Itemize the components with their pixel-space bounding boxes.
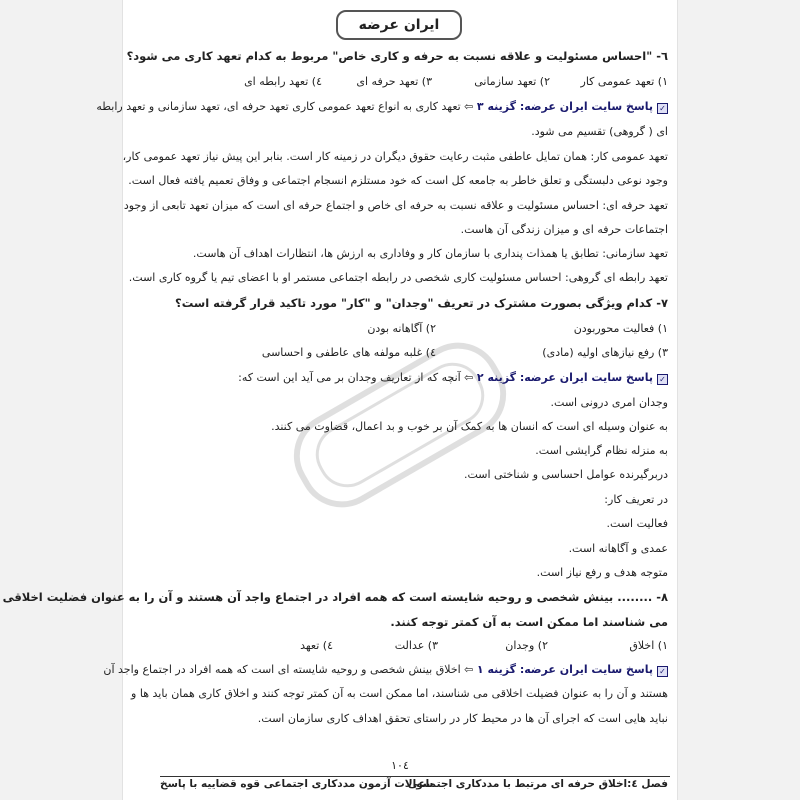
page-number: ١٠٤	[391, 759, 409, 772]
q8-option-3[interactable]: ٣) عدالت	[394, 639, 438, 652]
q7-option-2[interactable]: ٢) آگاهانه بودن	[367, 322, 436, 335]
q7-answer-label: پاسخ سایت ایران عرضه: گزینه ٢	[476, 371, 653, 384]
footer-divider	[160, 776, 670, 777]
question-8-options	[38, 638, 668, 654]
q8-answer-text: ⇦ اخلاق بینش شخصی و روحیه شایسته ای است که همه افراد در اجتماع واجد آن	[103, 663, 474, 676]
q6-line: تعهد عمومی کار: همان تمایل عاطفی مثبت رعایت حقوق دیگران در زمینه کار است. بنابر این پیش نیاز تعهد عمومی کار،	[122, 150, 668, 163]
question-7-text: ٧- کدام ویژگی بصورت مشترک در تعریف "وجدان" و "کار" مورد تاکید قرار گرفته است؟	[175, 296, 668, 310]
q6-line: وجود نوعی دلبستگی و تعلق خاطر به جامعه کل است که خود مستلزم انسجام اجتماعی و وفاق تعمیم یافته فعال است.	[128, 174, 668, 187]
q7-answer-text: ⇦ آنچه که از تعاریف وجدان بر می آید این است که:	[238, 371, 474, 384]
q7-line: متوجه هدف و رفع نیاز است.	[536, 566, 668, 579]
q6-answer-text: ⇦ تعهد کاری به انواع تعهد عمومی کاری تعهد حرفه ای، تعهد سازمانی و تعهد رابطه	[96, 100, 474, 113]
question-7-options-row-1	[38, 321, 668, 337]
checkbox-icon: ✓	[657, 103, 668, 114]
q8-answer-label: پاسخ سایت ایران عرضه: گزینه ١	[476, 663, 653, 676]
q7-line: عمدی و آگاهانه است.	[568, 542, 668, 555]
logo-text: ایران عرضه	[358, 17, 440, 33]
footer-book-title: سوالات آزمون مددکاری اجتماعی قوه قضاییه با پاسخ	[160, 778, 434, 790]
q6-option-2[interactable]: ٢) تعهد سازمانی	[474, 75, 550, 88]
q8-option-2[interactable]: ٢) وجدان	[505, 639, 548, 652]
q7-option-3[interactable]: ٣) رفع نیازهای اولیه (مادی)	[542, 346, 668, 359]
q6-option-4[interactable]: ٤) تعهد رابطه ای	[244, 75, 322, 88]
q8-line: هستند و آن را به عنوان فضیلت اخلاقی می شناسند، اما ممکن است به آن کمتر توجه کنند و اخلاق کاری همان باید ها و	[131, 687, 668, 700]
q7-option-1[interactable]: ١) فعالیت محوربودن	[573, 322, 668, 335]
question-7-options-row-2	[38, 345, 668, 361]
q7-option-4[interactable]: ٤) غلبه مولفه های عاطفی و احساسی	[261, 346, 436, 359]
question-6-text: ٦- "احساس مسئولیت و علاقه نسبت به حرفه و کاری خاص" مربوط به کدام تعهد کاری می شود؟	[126, 49, 668, 63]
q6-answer-line	[38, 99, 668, 115]
q7-line: به منزله نظام گرایشی است.	[535, 444, 668, 457]
question-6-options	[38, 74, 668, 90]
q6-line: ای ( گروهی) تقسیم می شود.	[531, 125, 668, 138]
q6-line: اجتماعات حرفه ای و میزان زندگی آن هاست.	[460, 223, 668, 236]
q6-line: تعهد رابطه ای گروهی: احساس مسئولیت کاری شخصی در رابطه اجتماعی مستمر او با اعضای تیم یا گروه کاری است.	[128, 271, 668, 284]
q7-line: در تعریف کار:	[604, 493, 668, 506]
site-logo	[336, 10, 462, 40]
q6-answer-label: پاسخ سایت ایران عرضه: گزینه ٣	[476, 100, 653, 113]
q7-answer-line	[38, 370, 668, 386]
checkbox-icon: ✓	[657, 666, 668, 677]
footer-chapter: فصل ٤:اخلاق حرفه ای مرتبط با مددکاری اجتماعی	[407, 778, 668, 790]
q6-option-1[interactable]: ١) تعهد عمومی کار	[580, 75, 668, 88]
q6-option-3[interactable]: ٣) تعهد حرفه ای	[356, 75, 432, 88]
q7-line: وجدان امری درونی است.	[550, 396, 668, 409]
q6-line: تعهد حرفه ای: احساس مسئولیت و علاقه نسبت به حرفه ای خاص و اجتماع حرفه ای است که میزان تعهد تابعی از وجود	[123, 199, 668, 212]
q7-line: فعالیت است.	[606, 517, 668, 530]
q7-line: دربرگیرنده عوامل احساسی و شناختی است.	[463, 468, 668, 481]
q6-line: تعهد سازمانی: تطابق یا همذات پنداری با سازمان کار و وفاداری به ارزش ها، انتظارات اهداف آن هاست.	[192, 247, 668, 260]
question-8-text-line-2: می شناسند اما ممکن است به آن کمتر توجه کنند.	[390, 615, 668, 629]
q7-line: به عنوان وسیله ای است که انسان ها به کمک آن بر خوب و بد اعمال، قضاوت می کنند.	[271, 420, 668, 433]
q8-line: نباید هایی است که اجرای آن ها در محیط کار در راستای تحقق اهداف کاری سازمان است.	[257, 712, 668, 725]
q8-option-1[interactable]: ١) اخلاق	[629, 639, 668, 652]
checkbox-icon: ✓	[657, 374, 668, 385]
q8-answer-line	[38, 662, 668, 678]
question-8-text-line-1: ٨- ........ بینش شخصی و روحیه شایسته است که همه افراد در اجتماع واجد آن هستند و آن را به عنوان فضلیت اخلاقی	[2, 590, 668, 604]
q8-option-4[interactable]: ٤) تعهد	[300, 639, 333, 652]
